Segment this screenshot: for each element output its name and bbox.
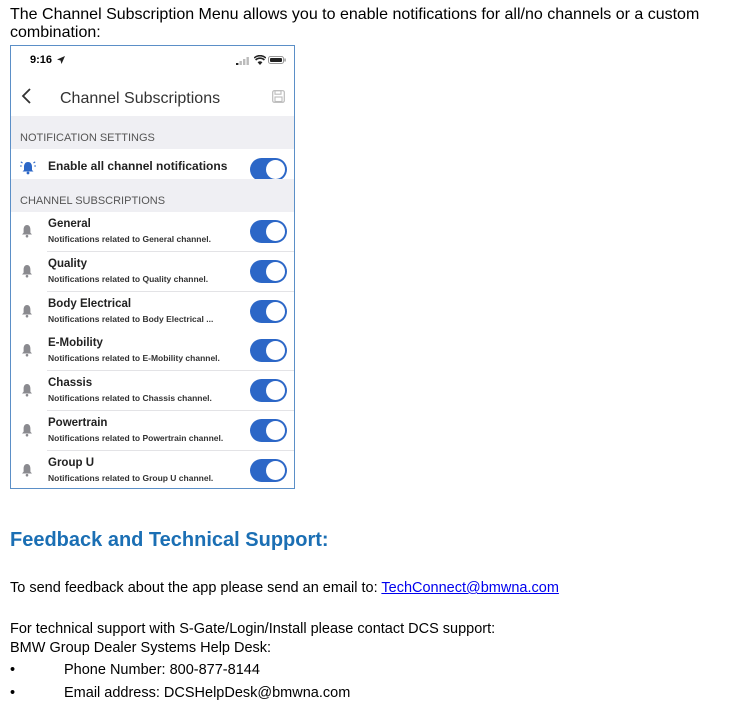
toggle-knob xyxy=(266,341,285,360)
channel-subtitle: Notifications related to Powertrain channel. xyxy=(48,433,224,443)
channel-toggle[interactable] xyxy=(250,220,287,243)
bell-icon xyxy=(21,304,33,323)
channel-subscriptions-header-label: CHANNEL SUBSCRIPTIONS xyxy=(20,195,166,207)
email-address-line: Email address: DCSHelpDesk@bmwna.com xyxy=(64,685,351,701)
channel-subtitle: Notifications related to Group U channel. xyxy=(48,472,214,483)
bell-icon xyxy=(21,343,33,362)
channel-subtitle: Notifications related to General channel. xyxy=(48,234,211,244)
channel-title: General xyxy=(48,218,91,230)
channel-title: E-Mobility xyxy=(48,337,103,350)
notification-settings-header-label: NOTIFICATION SETTINGS xyxy=(20,132,155,144)
wifi-icon xyxy=(254,55,266,65)
feedback-email-link[interactable]: TechConnect@bmwna.com xyxy=(381,580,559,596)
bell-icon xyxy=(21,463,33,482)
nav-bar xyxy=(11,74,294,116)
channel-title: Body Electrical xyxy=(48,297,132,310)
status-bar xyxy=(11,46,294,74)
enable-all-toggle[interactable] xyxy=(250,158,287,181)
bullet-dot: • xyxy=(10,662,16,678)
help-desk-name: BMW Group Dealer Systems Help Desk: xyxy=(10,640,272,656)
phone-number-line: Phone Number: 800-877-8144 xyxy=(64,662,260,678)
channel-row[interactable] xyxy=(11,451,294,489)
toggle-knob xyxy=(266,160,285,179)
tech-support-text: For technical support with S-Gate/Login/Install please contact DCS support: xyxy=(10,621,496,637)
toggle-knob xyxy=(266,421,285,440)
cellular-signal-icon xyxy=(236,57,250,65)
channel-toggle[interactable] xyxy=(250,379,287,402)
channel-row[interactable] xyxy=(11,371,294,411)
chevron-left-icon[interactable] xyxy=(19,87,35,105)
channel-subtitle: Notifications related to Chassis channel. xyxy=(48,393,212,404)
toggle-knob xyxy=(266,461,285,480)
channel-toggle[interactable] xyxy=(250,459,287,482)
feedback-text: To send feedback about the app please send an email to: xyxy=(10,580,382,596)
channel-toggle[interactable] xyxy=(250,339,287,362)
toggle-knob xyxy=(266,222,285,241)
channel-title: Powertrain xyxy=(48,417,108,429)
ringing-bell-icon xyxy=(20,160,36,175)
channel-title: Quality xyxy=(48,257,87,270)
channel-row[interactable] xyxy=(11,411,294,451)
channel-subscriptions-header xyxy=(11,179,294,212)
channel-row[interactable] xyxy=(11,212,294,252)
bell-icon xyxy=(21,264,33,283)
channel-row[interactable] xyxy=(11,331,294,371)
channel-title: Group U xyxy=(48,456,94,469)
channel-row[interactable] xyxy=(11,292,294,332)
battery-icon xyxy=(268,56,286,64)
nav-title: Channel Subscriptions xyxy=(60,90,221,107)
channel-subtitle: Notifications related to E-Mobility channel. xyxy=(48,353,220,364)
channel-toggle[interactable] xyxy=(250,300,287,323)
channel-title: Chassis xyxy=(48,377,93,390)
location-arrow-icon xyxy=(57,56,65,64)
save-disk-icon[interactable] xyxy=(272,90,285,103)
bell-icon xyxy=(21,383,33,402)
toggle-knob xyxy=(266,381,285,400)
enable-all-label: Enable all channel notifications xyxy=(48,159,228,173)
channel-toggle[interactable] xyxy=(250,260,287,283)
status-time: 9:16 xyxy=(30,54,53,66)
notification-settings-header xyxy=(11,116,294,149)
channel-row[interactable] xyxy=(11,252,294,292)
toggle-knob xyxy=(266,262,285,281)
channel-subtitle: Notifications related to Quality channel. xyxy=(48,273,209,284)
intro-text: The Channel Subscription Menu allows you to enable notifications for all/no channels or a custom combination: xyxy=(10,6,700,41)
phone-screenshot xyxy=(10,45,295,489)
feedback-paragraph xyxy=(10,579,559,597)
bell-icon xyxy=(21,423,33,442)
toggle-knob xyxy=(266,302,285,321)
channel-toggle[interactable] xyxy=(250,419,287,442)
bullet-dot: • xyxy=(10,685,16,701)
support-heading: Feedback and Technical Support: xyxy=(10,529,329,551)
bell-icon xyxy=(21,224,33,243)
channel-subtitle: Notifications related to Body Electrical ... xyxy=(48,313,214,324)
